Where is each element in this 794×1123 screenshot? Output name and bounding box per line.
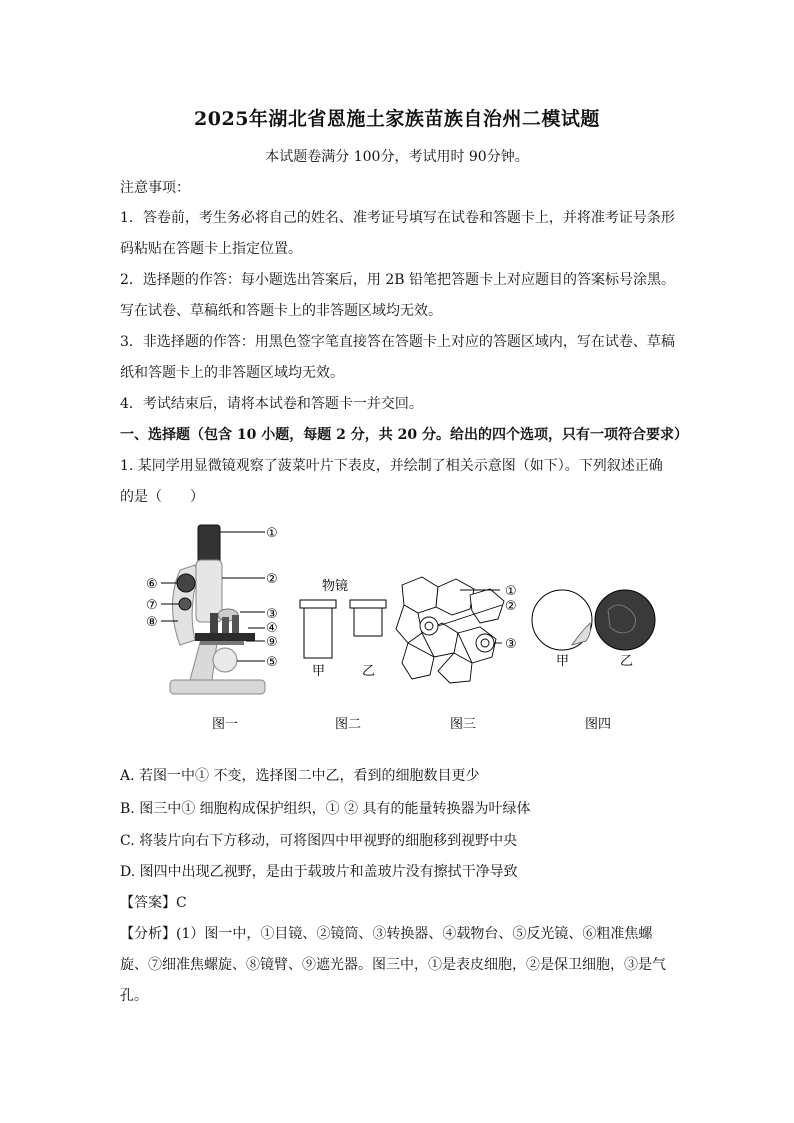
analysis-line: 孔。	[120, 988, 148, 1004]
figure-three-cells	[396, 577, 504, 683]
objective-yi-label: 乙	[362, 664, 376, 679]
notice-line: 写在试卷、草稿纸和答题卡上的非答题区域均无效。	[120, 303, 442, 319]
label-8: ⑧	[146, 615, 158, 630]
figure-two-objectives	[300, 578, 386, 679]
option-c: C. 将装片向右下方移动，可将图四中甲视野的细胞移到视野中央	[120, 833, 518, 849]
label-7: ⑦	[146, 598, 158, 613]
figure-two-caption: 图二	[335, 717, 362, 732]
page-subtitle: 本试题卷满分 100分，考试用时 90分钟。	[265, 149, 529, 165]
option-a: A. 若图一中① 不变，选择图二中乙，看到的细胞数目更少	[120, 768, 480, 784]
figure-four-caption: 图四	[585, 717, 612, 732]
option-b: B. 图三中① 细胞构成保护组织，① ② 具有的能量转换器为叶绿体	[120, 801, 531, 817]
page-title: 2025年湖北省恩施土家族苗族自治州二模试题	[194, 108, 600, 130]
figure-four-views	[532, 590, 655, 669]
analysis-line: 【分析】(1）图一中，①目镜、②镜筒、③转换器、④载物台、⑤反光镜、⑥粗准焦螺	[120, 926, 653, 942]
answer-line: 【答案】C	[120, 895, 187, 911]
option-d: D. 图四中出现乙视野，是由于载玻片和盖玻片没有擦拭干净导致	[120, 864, 518, 880]
section-heading: 一、选择题（包含 10 小题，每题 2 分，共 20 分。给出的四个选项，只有一项符合要求）	[120, 427, 688, 443]
label-9: ⑨	[266, 635, 278, 650]
figure-three-label-2: ②	[505, 599, 517, 614]
question-stem: 的是（ ）	[120, 489, 204, 505]
analysis-line: 旋、⑦细准焦螺旋、⑧镜臂、⑨遮光器。图三中，①是表皮细胞，②是保卫细胞，③是气	[120, 957, 666, 973]
label-2: ②	[266, 572, 278, 587]
figure-two-title: 物镜	[322, 579, 349, 594]
notice-line: 4．考试结束后，请将本试卷和答题卡一并交回。	[120, 396, 423, 412]
figure-one-microscope	[146, 525, 278, 694]
question-stem: 1. 某同学用显微镜观察了菠菜叶片下表皮，并绘制了相关示意图（如下）。下列叙述正确	[120, 458, 663, 474]
label-4: ④	[266, 621, 278, 636]
view-yi-label: 乙	[620, 654, 634, 669]
microscope-figure	[140, 515, 670, 740]
label-6: ⑥	[146, 577, 158, 592]
label-1: ①	[266, 526, 278, 541]
figure-one-caption: 图一	[212, 717, 239, 732]
objective-jia-label: 甲	[312, 664, 326, 679]
notice-line: 2．选择题的作答：每小题选出答案后，用 2B 铅笔把答题卡上对应题目的答案标号涂黑。	[120, 272, 676, 288]
label-3: ③	[266, 607, 278, 622]
figure-three-label-3: ③	[505, 637, 517, 652]
notice-line: 1．答卷前，考生务必将自己的姓名、准考证号填写在试卷和答题卡上，并将准考证号条形	[120, 210, 675, 226]
figure-three-label-1: ①	[505, 584, 517, 599]
notice-heading: 注意事项：	[120, 180, 190, 196]
notice-line: 纸和答题卡上的非答题区域均无效。	[120, 365, 344, 381]
notice-line: 3．非选择题的作答：用黑色签字笔直接答在答题卡上对应的答题区域内，写在试卷、草稿	[120, 334, 675, 350]
notice-line: 码粘贴在答题卡上指定位置。	[120, 241, 302, 257]
view-jia-label: 甲	[556, 654, 570, 669]
label-5: ⑤	[266, 655, 278, 670]
figure-three-caption: 图三	[450, 717, 477, 732]
